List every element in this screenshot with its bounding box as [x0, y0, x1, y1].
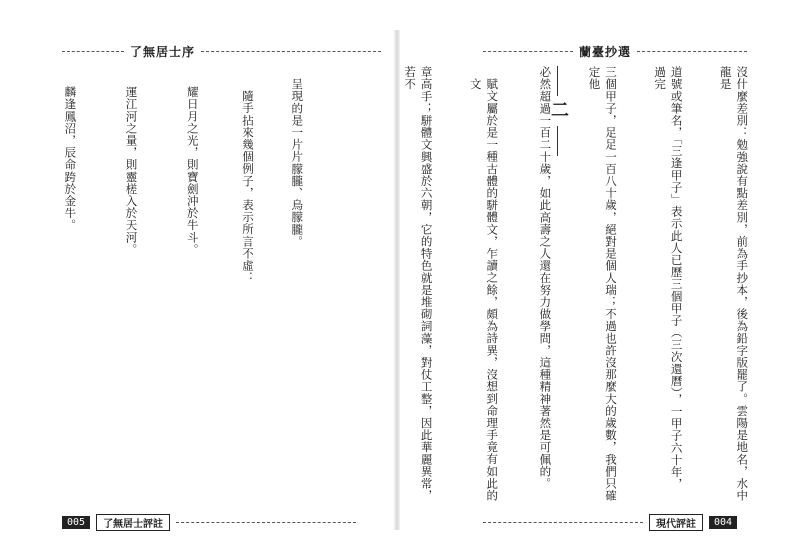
section-number: 二: [548, 100, 569, 120]
header-rule: [62, 51, 124, 52]
header-rule: [637, 51, 747, 52]
header-rule: [201, 51, 381, 52]
left-page: [0, 0, 396, 555]
text-column: 章高手；駢體文興盛於六朝，它的特色就是堆砌詞藻，對仗工整，因此華麗異常，若不: [403, 66, 434, 502]
right-running-header: [483, 43, 747, 60]
section-rule: [557, 66, 558, 96]
text-column: 賦文屬於是一種古體的駢體文，乍讀之餘，頗為詩異，沒想到命理手竟有如此的文: [468, 78, 500, 502]
footer-title: 現代評註: [649, 514, 703, 531]
page-number: 005: [62, 516, 90, 529]
right-page: [397, 0, 793, 555]
right-body-text: [537, 66, 783, 502]
right-footer: [483, 514, 737, 531]
verse-line: 運江河之量，則靈槎入於天河。: [124, 86, 139, 256]
page-number: 004: [709, 516, 737, 529]
footer-rule: [176, 522, 356, 523]
header-rule: [483, 51, 573, 52]
verse-line: 耀日月之光，則寶劍沖於牛斗。: [185, 86, 200, 256]
text-column: 必然超過一百二十歲，如此高壽之人還在努力做學問，這種精神著然是可佩的。: [538, 66, 553, 490]
text-column: 沒什麼差別：勉強說有點差別，前為手抄本，後為鉛字版罷了。雲陽是地名，水中龍是: [718, 66, 750, 502]
text-column: 呈現的是一片片朦朧、烏朦朧。: [290, 78, 305, 248]
text-column: 隨手拈來幾個例子，表示所言不虛：: [240, 90, 255, 284]
left-footer: [62, 514, 356, 531]
left-body-text: [58, 66, 338, 502]
section-rule: [557, 126, 558, 156]
text-column: 道號或筆名，「三逢甲子」表示此人已歷三個甲子（三次還曆），一甲子六十年，過完: [653, 66, 684, 491]
verse-line: 麟逢鳳沼，辰命跨於金牛。: [63, 86, 78, 232]
footer-title: 了無居士評註: [96, 514, 170, 531]
text-column: 三個甲子，足足一百八十歲，絕對是個人瑞；不過也許沒那麼大的歲數，我們只確定他: [587, 66, 618, 502]
footer-rule: [483, 522, 643, 523]
left-running-header: [62, 43, 381, 60]
right-header-title: 蘭臺抄選: [579, 45, 632, 59]
left-header-title: 了無居士序: [130, 45, 196, 59]
right-body-text-2: [403, 66, 533, 502]
